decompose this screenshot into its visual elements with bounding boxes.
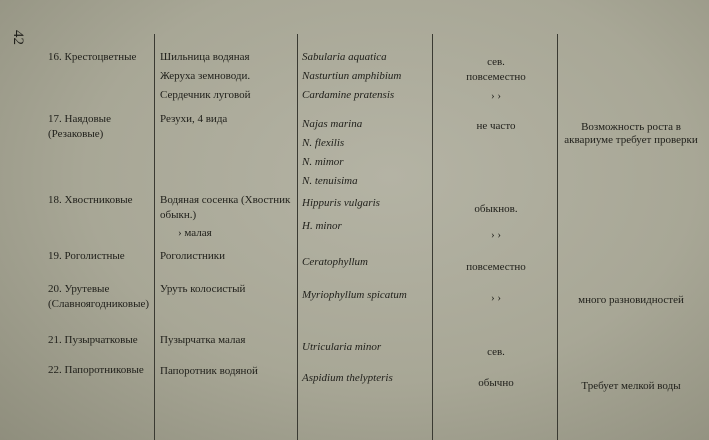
column-divider-1: [154, 34, 155, 440]
latin-names: Myriophyllum spicatum: [302, 289, 407, 301]
family-name: 22. Папоротниковые: [48, 364, 144, 376]
latin-names: Ceratophyllum: [302, 256, 368, 268]
russian-names: Водяная сосенка (Хвостник обыкн.) › малая: [160, 194, 291, 239]
latin-names: Sabularia aquatica Nasturtiun amphibium Cardamine pratensis: [302, 51, 402, 101]
family-name: 17. Наядовые (Резаковые): [48, 113, 111, 140]
distribution: › ›: [490, 292, 502, 304]
russian-names: Пузырчатка малая: [160, 334, 246, 346]
note: Требует мелкой воды: [581, 380, 681, 392]
russian-names: Роголистники: [160, 250, 226, 262]
distribution: не часто: [476, 120, 516, 132]
family-name: 20. Урутевые (Славноягодниковые): [48, 283, 150, 310]
family-name: 16. Крестоцветные: [48, 51, 137, 63]
column-divider-3: [432, 34, 433, 440]
column-divider-4: [557, 34, 558, 440]
distribution: сев.: [487, 346, 505, 358]
family-name: 18. Хвостниковые: [48, 194, 133, 206]
family-name: 21. Пузырчатковые: [48, 334, 138, 346]
latin-names: Utricularia minor: [302, 341, 382, 353]
russian-names: Папоротник водяной: [160, 365, 258, 377]
russian-names: Уруть колосистый: [160, 283, 246, 295]
page-number: 42: [10, 30, 26, 45]
distribution: повсеместно: [466, 261, 526, 273]
latin-names: Hippuris vulgaris H. minor: [302, 197, 380, 232]
russian-names: Шильница водяная Жеруха земноводи. Сердечник луговой: [160, 51, 251, 101]
note: Возможность роста в аквариуме требует проверки: [564, 121, 698, 146]
distribution: сев. повсеместно › ›: [466, 56, 526, 102]
family-name: 19. Роголистные: [48, 250, 125, 262]
latin-names: Aspidium thelypteris: [302, 372, 393, 384]
note: много разновидностей: [578, 294, 684, 306]
distribution: обычно: [478, 377, 514, 389]
latin-names: Najas marina N. flexilis N. mimor N. tenuisima: [302, 118, 363, 187]
distribution: обыкнов. › ›: [474, 203, 518, 241]
russian-names: Резухи, 4 вида: [160, 113, 228, 125]
